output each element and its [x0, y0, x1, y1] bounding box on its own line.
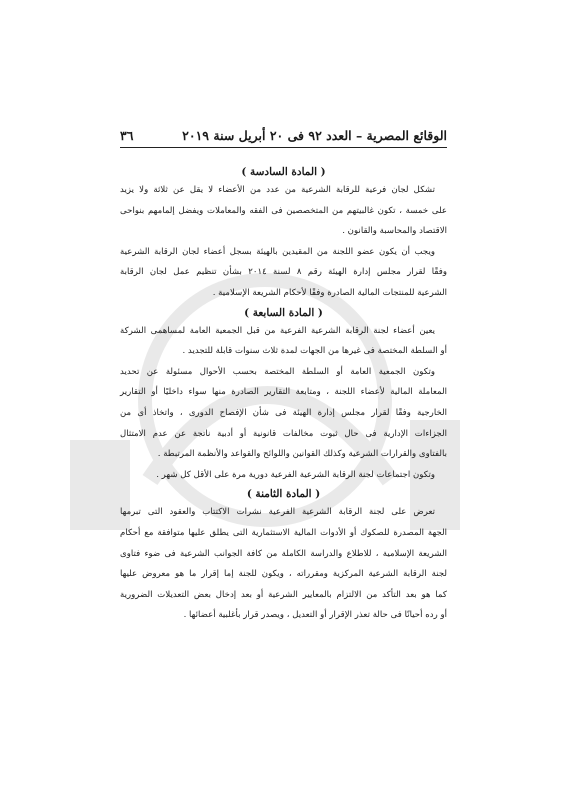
- text-line: الشريعة الإسلامية ، للاطلاع والدراسة الكاملة من كافة الجوانب الشرعية فى ضوء فتاوى: [120, 548, 447, 559]
- article-8-body: [120, 502, 447, 626]
- text-line: الشرعية للمنتجات المالية الصادرة وفقًا لأحكام الشريعة الإسلامية .: [212, 287, 447, 298]
- text-line: أو السلطة المختصة فى غيرها من الجهات لمدة ثلاث سنوات قابلة للتجديد .: [182, 346, 447, 357]
- text-line: على خمسة ، تكون غالبيتهم من المتخصصين فى الفقه والمعاملات ويفضل إلمامهم بنواحى: [120, 205, 447, 216]
- article-6-body: [120, 180, 447, 304]
- article-6-heading: ( المادة السادسة ): [241, 166, 326, 178]
- document-page: [120, 128, 447, 626]
- text-line: تعرض على لجنة الرقابة الشرعية الفرعية نشرات الاكتتاب والعقود التى تبرمها: [120, 507, 435, 518]
- article-7-body: [120, 321, 447, 486]
- text-line: يعين أعضاء لجنة الرقابة الشرعية الفرعية من قبل الجمعية العامة لمساهمى الشركة: [120, 325, 435, 336]
- text-line: كما هو بعد التأكد من الالتزام بالمعايير الشرعية أو بعد إدخال بعض التعديلات الضرورية: [120, 589, 447, 600]
- text-line: وفقًا لقرار مجلس إدارة الهيئة رقم ٨ لسنة ٢٠١٤ بشأن تنظيم عمل لجان الرقابة: [120, 267, 447, 278]
- text-line: المعاملة المالية لأعضاء اللجنة ، ومتابعة التقارير الصادرة منها سواء داخليًا أو التقارير: [120, 387, 447, 398]
- text-line: وتكون اجتماعات لجنة الرقابة الشرعية الفرعية دورية مرة على الأقل كل شهر .: [156, 469, 435, 480]
- article-8-heading: ( المادة الثامنة ): [246, 488, 321, 501]
- text-line: ويجب أن يكون عضو اللجنة من المقيدين بالهيئة بسجل أعضاء لجان الرقابة الشرعية: [120, 246, 435, 257]
- text-line: الجهة المصدرة للصكوك أو الأدوات المالية الاستثمارية التى يطلق عليها متوافقة مع أحكام: [120, 527, 447, 538]
- text-line: تشكل لجان فرعية للرقابة الشرعية من عدد من الأعضاء لا يقل عن ثلاثة ولا يزيد: [120, 185, 435, 195]
- text-line: لجنة الرقابة الشرعية المركزية ومقرراته ، ويكون للجنة إما إقرار ما هو معروض عليها: [120, 569, 447, 580]
- text-line: أو رده أحيانًا فى حالة تعذر الإقرار أو التعديل ، ويصدر قرار بأغلبية أعضائها .: [183, 610, 447, 621]
- page-header: [120, 128, 447, 148]
- text-line: بالفتاوى والقرارات الشرعية وكذلك القوانين واللوائح والقواعد والأنظمة المرتبطة .: [157, 449, 447, 460]
- text-line: الاقتصاد والمحاسبة والقانون .: [342, 226, 447, 237]
- text-line: الخارجية وفقًا لقرار مجلس إدارة الهيئة فى شأن الإفصاح الدورى ، واتخاذ أى من: [120, 407, 447, 418]
- text-line: وتكون الجمعية العامة أو السلطة المختصة بحسب الأحوال مسئولة عن تحديد: [120, 366, 435, 377]
- header-title: الوقائع المصرية – العدد ٩٢ فى ٢٠ أبريل سنة ٢٠١٩: [182, 128, 447, 143]
- article-7-heading: ( المادة السابعة ): [244, 306, 323, 319]
- page-number: ٣٦: [120, 128, 134, 143]
- text-line: الجزاءات الإدارية فى حال ثبوت مخالفات قانونية أو أدبية ناتجة عن عدم الامتثال: [120, 428, 447, 439]
